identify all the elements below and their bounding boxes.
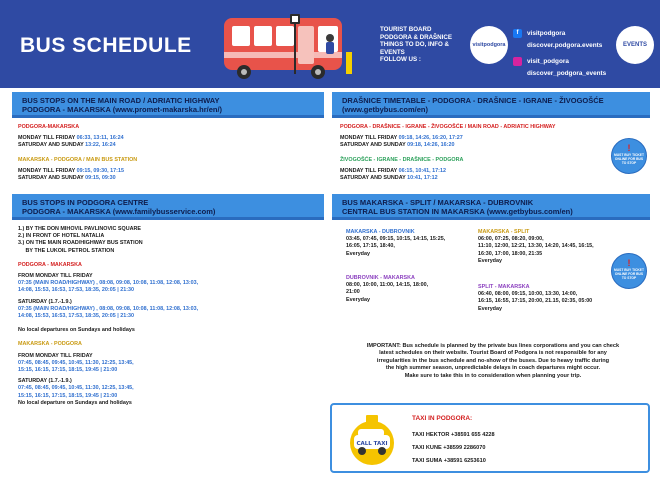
taxi-title: TAXI IN PODGORA: (412, 415, 473, 422)
must-buy-ticket-badge-2: ! MUST BUY TICKET ONLINE FOR BUS TO STOP (611, 253, 647, 289)
section-drasnice-body: PODGORA - DRAŠNICE - IGRANE - ŽIVOGOŠĆE / MAIN ROAD - ADRIATIC HIGHWAY MONDAY TILL FRIDAY 09:18, 14:26, 16:20, 17:27 SATURDAY AND SUNDAY 09:18, 14:26, 16:20 ŽIVOGOŠĆE - IGRANE - DRAŠNICE - PODGORA MONDAY TILL FRIDAY 06:15, 10:41, 17:12 SATURDAY AND SUNDAY 10:41, 17:12 (340, 124, 556, 182)
instagram-icon (513, 57, 522, 66)
section-podgora-centre-body: 1.) BY THE DON MIHOVIL PAVLINOVIC SQUARE 2.) IN FRONT OF HOTEL NATALIA 3.) ON THE MAIN ROAD/HIGHWAY BUS STATION BY THE LUKOIL PETROL STATION PODGORA - MAKARSKA FROM MONDAY TILL FRIDAY 07:35 (MAIN ROAD/HIGHWAY) , 08:08, 09:08, 10:08, 11:08, 12:08, 13:03, 14:08, 15:53, 16:53, 17:53, 18:35, 20:05 | 21:30 SATURDAY (1.7.-1.9.) 07:35 (MAIN ROAD/HIGHWAY) , 08:08, 09:08, 10:08, 11:08, 12:08, 13:03, 14:08, 15:53, 16:53, 17:53, 18:35, 20:05 | 21:30 No local departures on Sundays and holidays MAKARSKA - PODGORA FROM MONDAY TILL FRIDAY 07:45, 08:45, 09:45, 10:45, 11:30, 12:25, 13:45, 15:15, 16:15, 17:15, 18:15, 19:45 | 21:00 SATURDAY (1.7.-1.9.) 07:45, 08:45, 09:45, 10:45, 11:30, 12:25, 13:45, 15:15, 16:15, 17:15, 18:15, 19:45 | 21:00 No local departure on Sundays and holidays (18, 226, 199, 406)
important-notice: IMPORTANT: Bus schedule is planned by the private bus lines corporations and you can check latest schedules on their website. Tourist Board of Podgora is not responsible for any irregularities in the bus schedule and no-show of the buses. Due to heavy traffic during the high summer season, unpredictable delays in coach departures might occur. Make sure to take this in to consideration when planning your trip. (366, 343, 620, 379)
header-banner (0, 0, 660, 88)
events-logo[interactable]: EVENTS (616, 26, 654, 64)
must-buy-ticket-badge: ! MUST BUY TICKET ONLINE FOR BUS TO STOP (611, 138, 647, 174)
instagram-link-1[interactable]: visit_podgora (513, 55, 606, 67)
spacer-icon (513, 41, 522, 50)
taxi-sign-text: CALL TAXI (356, 441, 388, 447)
section-main-road-body: PODGORA-MAKARSKA MONDAY TILL FRIDAY 06:33, 13:11, 16:24 SATURDAY AND SUNDAY 13:22, 16:24 MAKARSKA - PODGORA / MAIN BUS STATION MONDAY TILL FRIDAY 09:15, 09:30, 17:15 SATURDAY AND SUNDAY 09:15, 09:30 (18, 124, 138, 182)
taxi-box (330, 403, 650, 473)
section-podgora-centre-header: BUS STOPS IN PODGORA CENTRE PODGORA - MAKARSKA (www.familybusservice.com) (12, 194, 324, 220)
exclamation-icon: ! (627, 143, 631, 153)
dubrovnik-makarska-block: DUBROVNIK - MAKARSKA 08:00, 10:00, 11:00, 14:15, 18:00, 21:00 Everyday (346, 275, 429, 303)
taxi-hektor[interactable]: TAXI HEKTOR +38591 655 4228 (412, 432, 495, 438)
social-links (513, 27, 606, 79)
taxi-suma[interactable]: TAXI SUMA +38591 6253610 (412, 458, 486, 464)
taxi-icon (344, 413, 400, 467)
facebook-link-2[interactable]: discover.podgora.events (513, 39, 606, 51)
split-makarska-block: SPLIT - MAKARSKA 06:40, 08:00, 09:15, 10:00, 13:30, 14:00, 16:15, 16:55, 17:15, 20:00, 21.15, 02:35, 05:00 Everyday (478, 284, 593, 312)
page-title: BUS SCHEDULE (20, 34, 192, 57)
section-drasnice-header: DRAŠNICE TIMETABLE - PODGORA - DRAŠNICE - IGRANE - ŽIVOGOŠĆE (www.getbybus.com/en) (332, 92, 650, 118)
tourist-board-text: TOURIST BOARD PODGORA & DRAŠNICE THINGS TO DO, INFO & EVENTS FOLLOW US : (380, 26, 452, 64)
section-makarska-split-header: BUS MAKARSKA - SPLIT / MAKARSKA - DUBROVNIK CENTRAL BUS STATION IN MAKARSKA (www.getbybus.com/en) (332, 194, 650, 220)
instagram-link-2[interactable]: discover_podgora_events (513, 67, 606, 79)
facebook-icon: f (513, 29, 522, 38)
makarska-split-block: MAKARSKA - SPLIT 06:00, 07:25, 08:20, 09:00, 11:10, 12:00, 12:21, 13:30, 14:20, 14:45, 16:15, 16:30, 17:00, 18:00, 21:35 Everyday (478, 229, 594, 264)
exclamation-icon: ! (627, 258, 631, 268)
spacer-icon (513, 69, 522, 78)
makarska-dubrovnik-block: MAKARSKA - DUBROVNIK 03:45, 07:45, 09:15, 10:15, 14:15, 15:25, 16:05, 17:15, 18:40, Everyday (346, 229, 446, 257)
visitpodgora-logo[interactable]: visitpodgora (470, 26, 508, 64)
bus-illustration (222, 12, 354, 82)
taxi-kune[interactable]: TAXI KUNE +38599 2286070 (412, 445, 486, 451)
facebook-link-1[interactable]: f visitpodgora (513, 27, 606, 39)
section-main-road-header: BUS STOPS ON THE MAIN ROAD / ADRIATIC HIGHWAY PODGORA - MAKARSKA (www.promet-makarska.hr/en/) (12, 92, 324, 118)
